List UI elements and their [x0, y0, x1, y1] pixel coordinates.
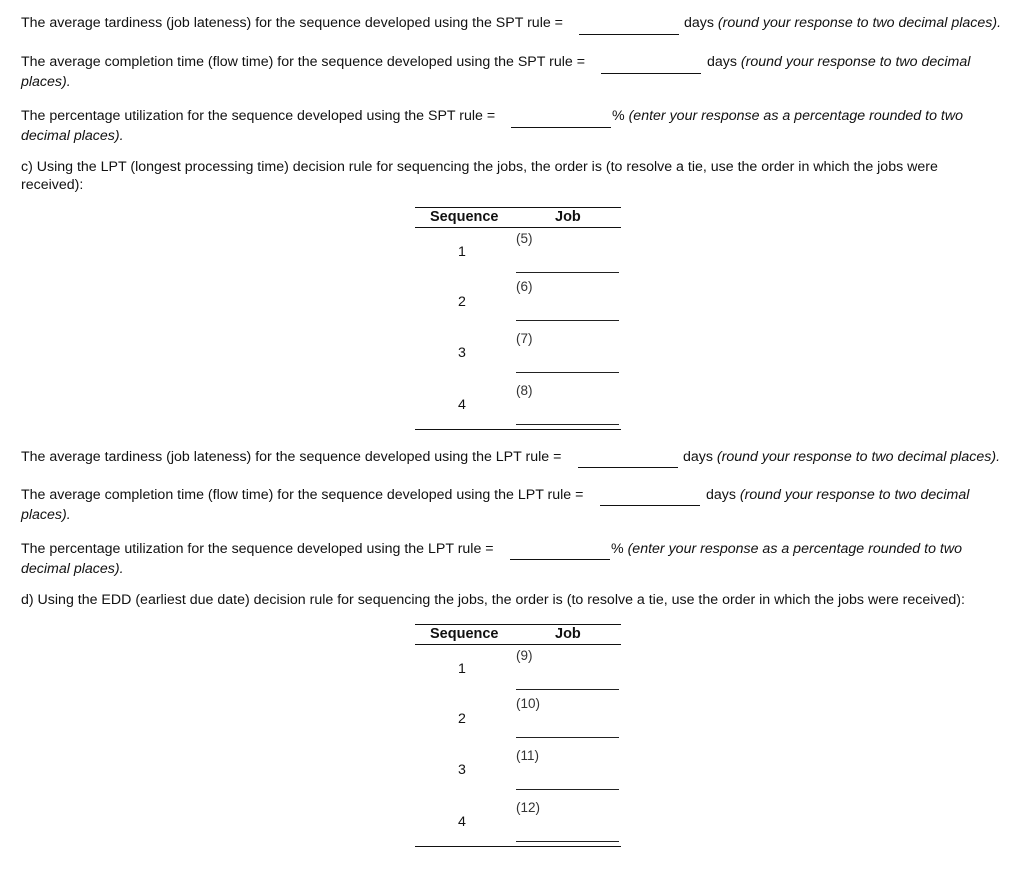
lpt-tardiness-blank[interactable] — [578, 467, 678, 468]
lpt-tardiness-label: The average tardiness (job lateness) for the sequence developed using the LPT rule = — [21, 449, 562, 465]
lpt-completion-hint: (round your response to two decimal — [739, 487, 970, 503]
edd-table-header-rule — [415, 644, 621, 645]
lpt-col-sequence: Sequence — [430, 209, 499, 225]
edd-col-sequence: Sequence — [430, 626, 499, 642]
edd-row-3-blank-number: (11) — [516, 748, 540, 763]
spt-utilization-hint: (enter your response as a percentage rounded to two — [628, 108, 963, 124]
spt-tardiness-suffix — [684, 15, 1001, 31]
spt-utilization-unit: % — [612, 108, 625, 124]
spt-completion-hint-cont: places). — [21, 74, 71, 90]
lpt-utilization-blank[interactable] — [510, 559, 610, 560]
lpt-row-3-sequence: 3 — [458, 345, 466, 361]
spt-utilization-blank[interactable] — [511, 127, 611, 128]
lpt-row-2-job-blank[interactable] — [516, 320, 619, 321]
lpt-table-bottom-rule — [415, 429, 621, 430]
edd-intro: d) Using the EDD (earliest due date) decision rule for sequencing the jobs, the order is (to resolve a tie, use the order in which the jobs were received): — [21, 592, 965, 608]
edd-row-1-blank-number: (9) — [516, 648, 533, 663]
lpt-table-header-rule — [415, 227, 621, 228]
lpt-utilization-hint: (enter your response as a percentage rounded to two — [627, 541, 962, 557]
spt-utilization-label: The percentage utilization for the sequence developed using the SPT rule = — [21, 108, 496, 124]
edd-row-4-job-blank[interactable] — [516, 841, 619, 842]
lpt-table-top-rule — [415, 207, 621, 208]
edd-row-3-job-blank[interactable] — [516, 789, 619, 790]
lpt-col-job: Job — [555, 209, 581, 225]
spt-completion-unit: days — [707, 54, 737, 70]
lpt-completion-blank[interactable] — [600, 505, 700, 506]
lpt-completion-unit: days — [706, 487, 736, 503]
edd-row-4-blank-number: (12) — [516, 800, 541, 815]
lpt-utilization-unit: % — [611, 541, 624, 557]
edd-row-1-sequence: 1 — [458, 661, 466, 677]
spt-completion-label: The average completion time (flow time) for the sequence developed using the SPT rule = — [21, 54, 586, 70]
lpt-row-4-blank-number: (8) — [516, 383, 533, 398]
lpt-completion-label: The average completion time (flow time) for the sequence developed using the LPT rule = — [21, 487, 584, 503]
spt-completion-hint: (round your response to two decimal — [740, 54, 971, 70]
spt-tardiness-label: The average tardiness (job lateness) for the sequence developed using the SPT rule = — [21, 15, 563, 31]
edd-table-top-rule — [415, 624, 621, 625]
edd-row-3-sequence: 3 — [458, 762, 466, 778]
spt-tardiness-unit: days — [684, 15, 714, 31]
lpt-completion-hint-cont: places). — [21, 507, 71, 523]
edd-row-1-job-blank[interactable] — [516, 689, 619, 690]
lpt-intro: c) Using the LPT (longest processing time) decision rule for sequencing the jobs, the order is (to resolve a tie, use the order in which the jobs were — [21, 159, 938, 175]
lpt-row-1-job-blank[interactable] — [516, 272, 619, 273]
edd-table-bottom-rule — [415, 846, 621, 847]
lpt-utilization-label: The percentage utilization for the sequence developed using the LPT rule = — [21, 541, 494, 557]
spt-completion-suffix — [707, 54, 970, 70]
lpt-row-1-sequence: 1 — [458, 244, 466, 260]
edd-row-2-blank-number: (10) — [516, 696, 541, 711]
lpt-row-4-sequence: 4 — [458, 397, 466, 413]
lpt-row-3-job-blank[interactable] — [516, 372, 619, 373]
spt-completion-blank[interactable] — [601, 73, 701, 74]
lpt-tardiness-suffix — [683, 449, 1000, 465]
edd-row-4-sequence: 4 — [458, 814, 466, 830]
spt-utilization-hint-cont: decimal places). — [21, 128, 124, 144]
lpt-row-4-job-blank[interactable] — [516, 424, 619, 425]
lpt-row-2-sequence: 2 — [458, 294, 466, 310]
lpt-row-2-blank-number: (6) — [516, 279, 533, 294]
lpt-intro-cont: received): — [21, 177, 84, 193]
lpt-row-1-blank-number: (5) — [516, 231, 533, 246]
lpt-row-3-blank-number: (7) — [516, 331, 533, 346]
edd-row-2-sequence: 2 — [458, 711, 466, 727]
lpt-tardiness-unit: days — [683, 449, 713, 465]
lpt-completion-suffix — [706, 487, 969, 503]
lpt-utilization-suffix — [611, 541, 962, 557]
edd-row-2-job-blank[interactable] — [516, 737, 619, 738]
edd-col-job: Job — [555, 626, 581, 642]
lpt-tardiness-hint: (round your response to two decimal places). — [716, 449, 1001, 465]
spt-tardiness-hint: (round your response to two decimal places). — [717, 15, 1002, 31]
spt-tardiness-blank[interactable] — [579, 34, 679, 35]
spt-utilization-suffix — [612, 108, 963, 124]
lpt-utilization-hint-cont: decimal places). — [21, 561, 124, 577]
